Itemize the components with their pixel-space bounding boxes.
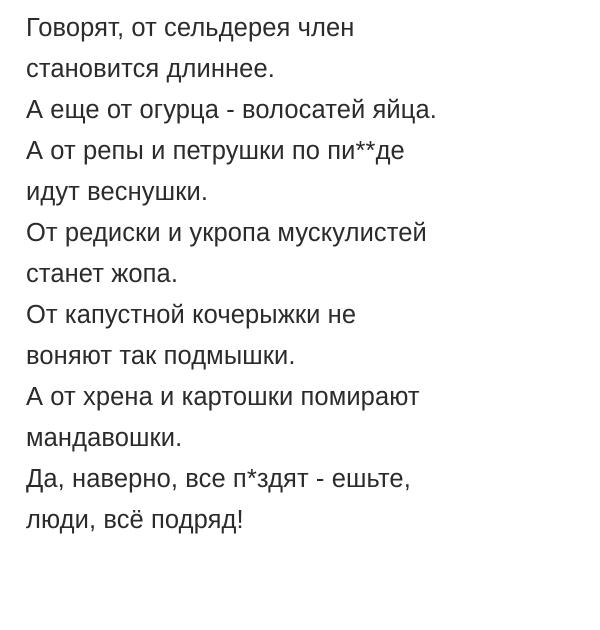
poem-line: А еще от огурца - волосатей яйца. <box>26 96 437 124</box>
poem-line: А от хрена и картошки помирают <box>26 383 420 411</box>
poem-line: От редиски и укропа мускулистей <box>26 219 427 247</box>
poem-line: становится длиннее. <box>26 55 275 83</box>
poem-line: воняют так подмышки. <box>26 342 296 370</box>
poem-line: станет жопа. <box>26 260 179 288</box>
poem-line: люди, всё подряд! <box>26 506 244 534</box>
poem-line: Да, наверно, все п*здят - ешьте, <box>26 465 411 493</box>
poem-line: Говорят, от сельдерея член <box>26 14 355 42</box>
poem-line: идут веснушки. <box>26 178 209 206</box>
poem-line: А от репы и петрушки по пи**де <box>26 137 405 165</box>
poem-line: От капустной кочерыжки не <box>26 301 357 329</box>
poem-line: мандавошки. <box>26 424 183 452</box>
poem-text-block <box>26 8 574 541</box>
